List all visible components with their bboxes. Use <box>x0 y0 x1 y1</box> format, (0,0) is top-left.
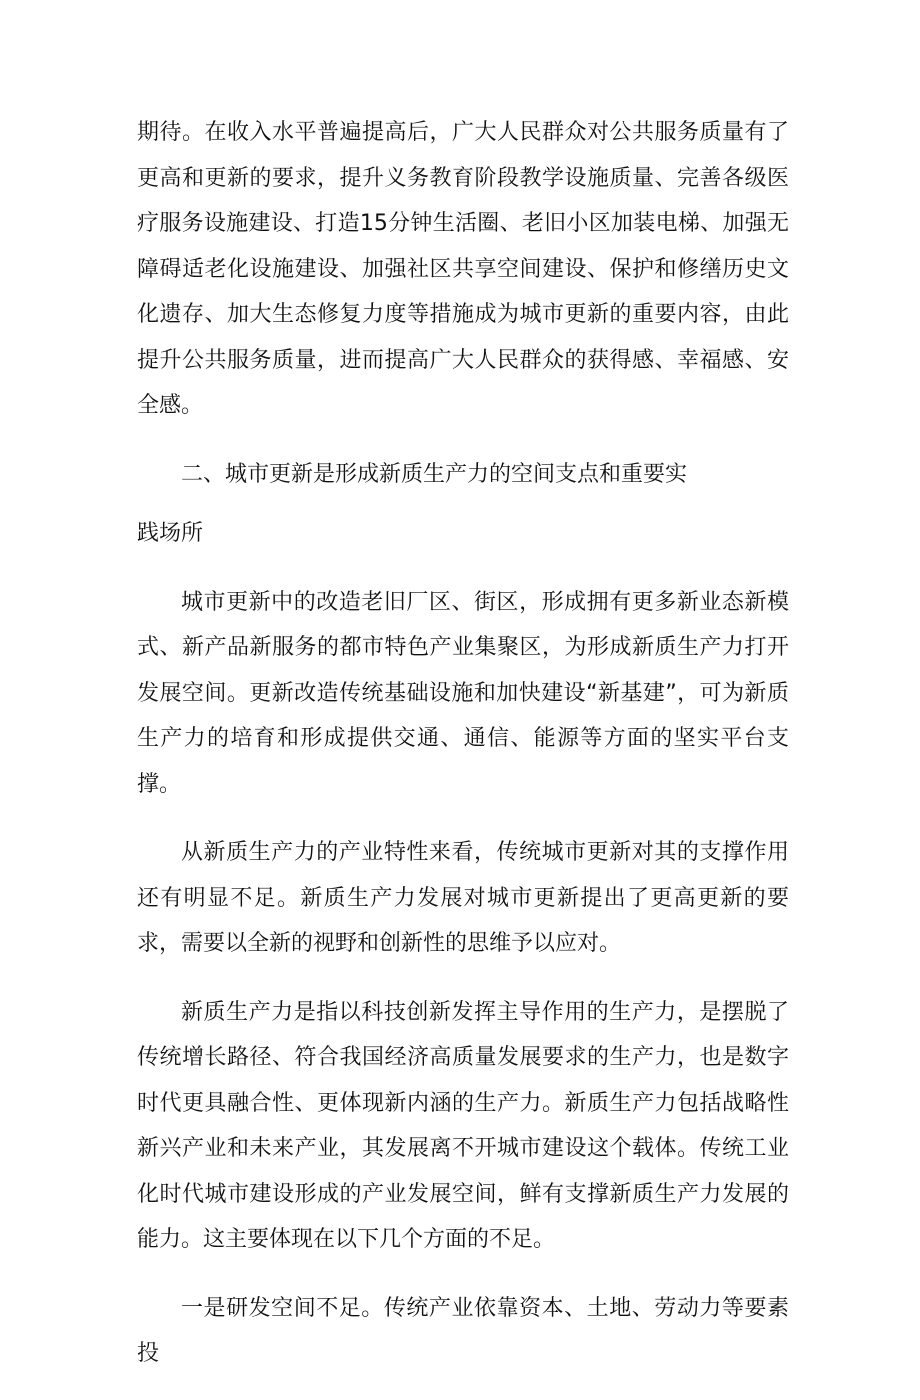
paragraph-urban-renewal: 城市更新中的改造老旧厂区、街区，形成拥有更多新业态新模式、新产品新服务的都市特色产业集聚区，为形成新质生产力打开发展空间。更新改造传统基础设施和加快建设“新基建”，可为新质生产力的培育和形成提供交通、通信、能源等方面的坚实平台支撑。 <box>137 589 789 797</box>
section-heading: 二、城市更新是形成新质生产力的空间支点和重要实 <box>181 461 688 487</box>
paragraph-rd-space: 一是研发空间不足。传统产业依靠资本、土地、劳动力等要素投 <box>137 1295 789 1366</box>
paragraph-new-productivity: 新质生产力是指以科技创新发挥主导作用的生产力，是摆脱了传统增长路径、符合我国经济高质量发展要求的生产力，也是数字时代更具融合性、更体现新内涵的生产力。新质生产力包括战略性新兴产业和未来产业，其发展离不开城市建设这个载体。传统工业化时代城市建设形成的产业发展空间，鲜有支撑新质生产力发展的能力。这主要体现在以下几个方面的不足。 <box>137 999 789 1252</box>
section-heading-continued: 践场所 <box>137 521 204 546</box>
paragraph-public-services: 期待。在收入水平普遍提高后，广大人民群众对公共服务质量有了更高和更新的要求，提升义务教育阶段教学设施质量、完善各级医疗服务设施建设、打造15分钟生活圈、老旧小区加装电梯、加强无障碍适老化设施建设、加强社区共享空间建设、保护和修缮历史文化遗存、加大生态修复力度等措施成为城市更新的重要内容，由此提升公共服务质量，进而提高广大人民群众的获得感、幸福感、安全感。 <box>137 120 789 418</box>
paragraph-industry-features: 从新质生产力的产业特性来看，传统城市更新对其的支撑作用还有明显不足。新质生产力发展对城市更新提出了更高更新的要求，需要以全新的视野和创新性的思维予以应对。 <box>137 840 789 956</box>
document-body <box>137 110 789 1400</box>
